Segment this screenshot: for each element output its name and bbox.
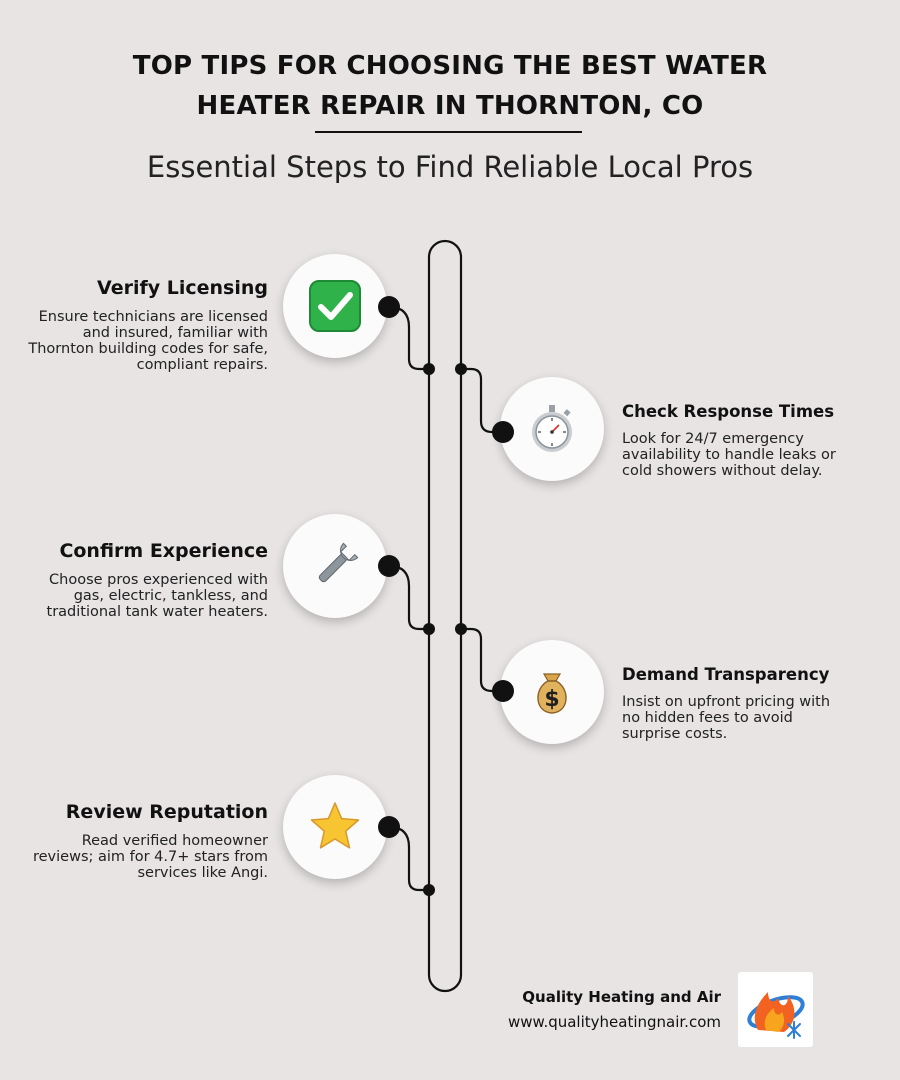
tip-body: Insist on upfront pricing with no hidden fees to avoid surprise costs. <box>622 694 831 742</box>
wrench-icon <box>305 536 365 596</box>
tip-node-3 <box>283 514 387 618</box>
tip-demand-transparency <box>622 665 852 742</box>
timeline-track <box>429 241 461 991</box>
tip-verify-licensing <box>28 277 268 373</box>
tip-confirm-experience <box>28 540 268 620</box>
page-subtitle: Essential Steps to Find Reliable Local Pros <box>146 150 754 184</box>
junction-dot <box>455 363 467 375</box>
tip-heading: Review Reputation <box>65 801 268 823</box>
connector-3 <box>389 566 429 629</box>
tip-node-4 <box>500 640 604 744</box>
junction-dot <box>423 363 435 375</box>
connector-dot <box>492 421 514 443</box>
junction-dot <box>423 623 435 635</box>
company-name: Quality Heating and Air <box>522 988 721 1006</box>
flame-snowflake-logo-icon <box>738 972 813 1047</box>
tip-review-reputation <box>28 801 268 881</box>
connector-1 <box>389 307 429 369</box>
tip-body: Look for 24/7 emergency availability to handle leaks or cold showers without delay. <box>622 431 836 479</box>
tip-check-response-times <box>622 402 852 479</box>
connector-dot <box>378 816 400 838</box>
tip-heading: Demand Transparency <box>622 665 830 684</box>
check-mark-icon <box>305 276 365 336</box>
company-url[interactable]: www.qualityheatingnair.com <box>508 1013 721 1031</box>
tip-heading: Check Response Times <box>622 402 835 421</box>
star-icon <box>305 797 365 857</box>
svg-text:$: $ <box>544 687 560 712</box>
junction-dot <box>455 623 467 635</box>
tip-node-1 <box>283 254 387 358</box>
tip-heading: Confirm Experience <box>59 540 268 562</box>
tip-heading: Verify Licensing <box>97 277 268 299</box>
tip-body: Ensure technicians are licensed and insured, familiar with Thornton building codes for safe, compliant repairs. <box>28 309 268 373</box>
junction-dot <box>423 884 435 896</box>
money-bag-icon <box>522 662 582 722</box>
tip-node-2 <box>500 377 604 481</box>
stopwatch-icon <box>522 399 582 459</box>
title-line-1: TOP TIPS FOR CHOOSING THE BEST WATER <box>132 51 768 81</box>
tip-body: Read verified homeowner reviews; aim for 4.7+ stars from services like Angi. <box>32 833 268 881</box>
title-line-2: HEATER REPAIR IN THORNTON, CO <box>196 91 704 121</box>
tip-node-5 <box>283 775 387 879</box>
tip-body: Choose pros experienced with gas, electric, tankless, and traditional tank water heaters. <box>46 572 268 620</box>
connector-dot <box>378 296 400 318</box>
connector-5 <box>389 827 429 890</box>
connector-dot <box>492 680 514 702</box>
connector-dot <box>378 555 400 577</box>
company-logo <box>738 972 813 1047</box>
